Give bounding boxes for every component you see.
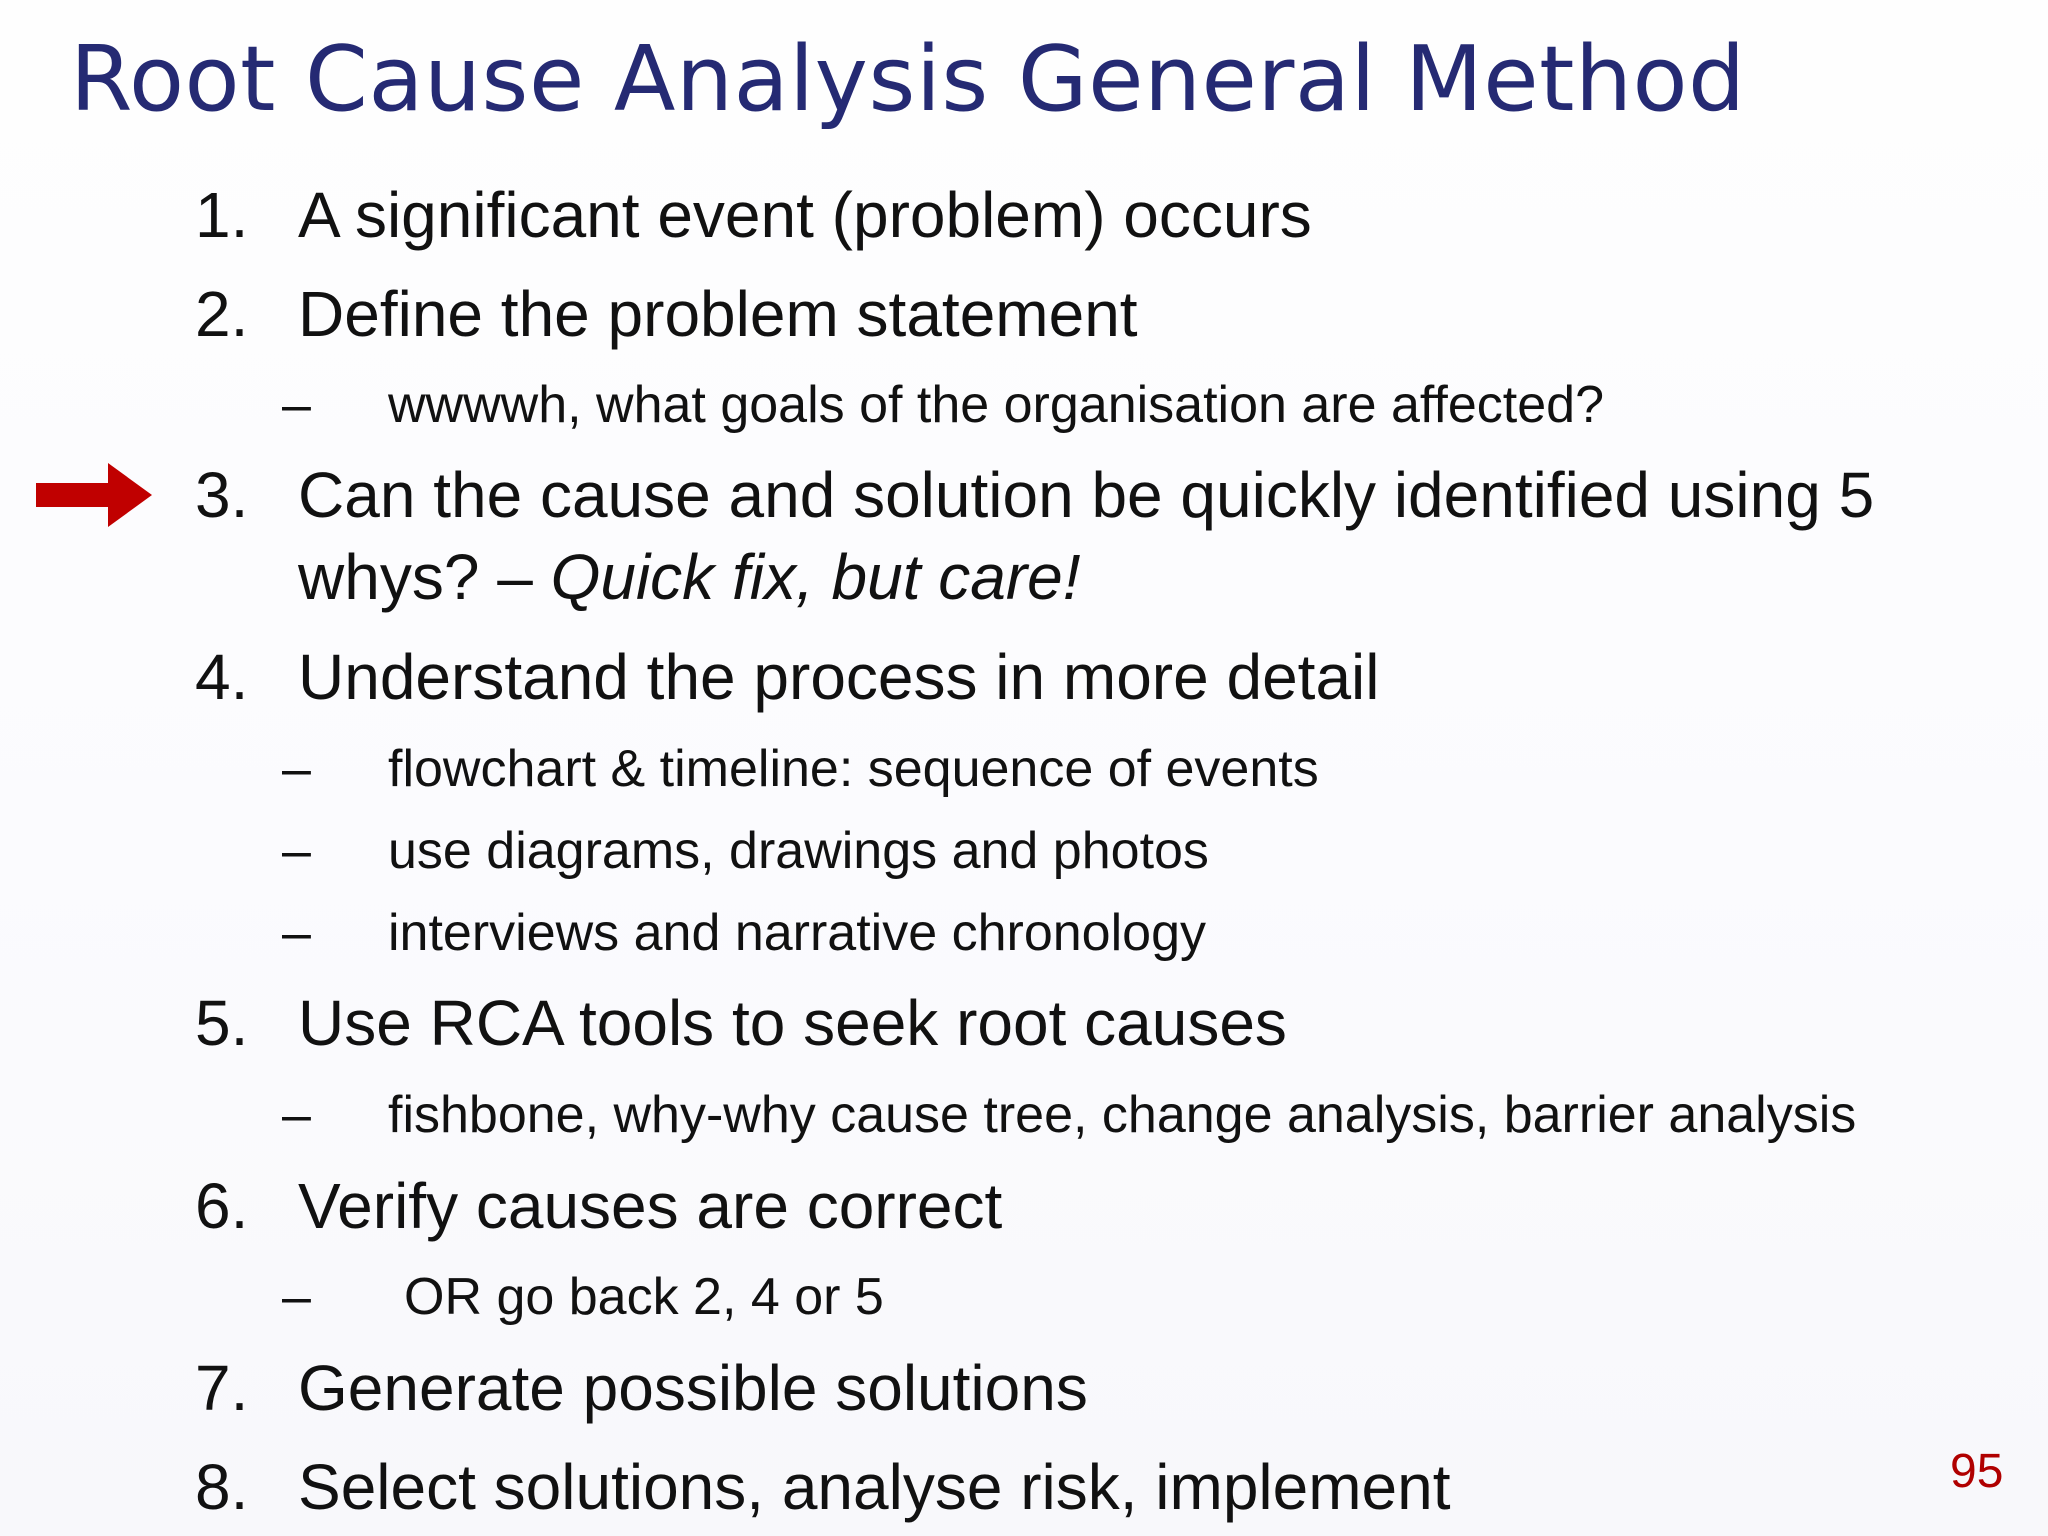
step-text-line-1: Can the cause and solution be quickly identified using 5 — [298, 459, 1875, 531]
step-text-prefix: whys? – — [298, 541, 551, 613]
step-text: Use RCA tools to seek root causes — [298, 987, 1287, 1059]
step-number: 1. — [195, 179, 249, 251]
step-6 — [0, 1166, 2048, 1246]
step-4-subitem — [0, 737, 2048, 801]
step-2-subitem — [0, 373, 2048, 437]
subitem-text: wwwwh, what goals of the organisation are affected? — [388, 376, 1604, 434]
slide-title: Root Cause Analysis General Method — [70, 27, 1746, 132]
step-number: 6. — [195, 1170, 249, 1242]
step-text: Select solutions, analyse risk, implement — [298, 1451, 1451, 1523]
step-3 — [0, 455, 2048, 615]
subitem-text: flowchart & timeline: sequence of events — [388, 740, 1319, 798]
step-number: 3. — [195, 459, 249, 531]
subitem-text: interviews and narrative chronology — [388, 904, 1206, 962]
subitem-text: OR go back 2, 4 or 5 — [404, 1268, 884, 1326]
step-4-subitem — [0, 901, 2048, 965]
step-1 — [0, 175, 2048, 255]
step-number: 8. — [195, 1451, 249, 1523]
step-5-subitem — [0, 1083, 2048, 1147]
step-4-subitem — [0, 819, 2048, 883]
dash-bullet: – — [282, 822, 311, 880]
step-number: 5. — [195, 987, 249, 1059]
step-text: Understand the process in more detail — [298, 641, 1380, 713]
step-text: Define the problem statement — [298, 278, 1138, 350]
subitem-text: fishbone, why-why cause tree, change analysis, barrier analysis — [388, 1086, 1857, 1144]
dash-bullet: – — [282, 376, 311, 434]
dash-bullet: – — [282, 1268, 311, 1326]
dash-bullet: – — [282, 1086, 311, 1144]
dash-bullet: – — [282, 740, 311, 798]
step-text: Generate possible solutions — [298, 1352, 1088, 1424]
step-2 — [0, 274, 2048, 354]
step-6-subitem — [0, 1265, 2048, 1329]
step-8 — [0, 1447, 2048, 1527]
step-4 — [0, 637, 2048, 717]
page-number: 95 — [1950, 1445, 2004, 1498]
step-number: 2. — [195, 278, 249, 350]
step-text: Verify causes are correct — [298, 1170, 1003, 1242]
step-number: 4. — [195, 641, 249, 713]
dash-bullet: – — [282, 904, 311, 962]
step-7 — [0, 1348, 2048, 1428]
step-text: A significant event (problem) occurs — [298, 179, 1312, 251]
subitem-text: use diagrams, drawings and photos — [388, 822, 1209, 880]
step-text-line-2 — [298, 537, 1081, 617]
step-5 — [0, 983, 2048, 1063]
step-emphasis: Quick fix, but care! — [550, 541, 1081, 613]
step-number: 7. — [195, 1352, 249, 1424]
